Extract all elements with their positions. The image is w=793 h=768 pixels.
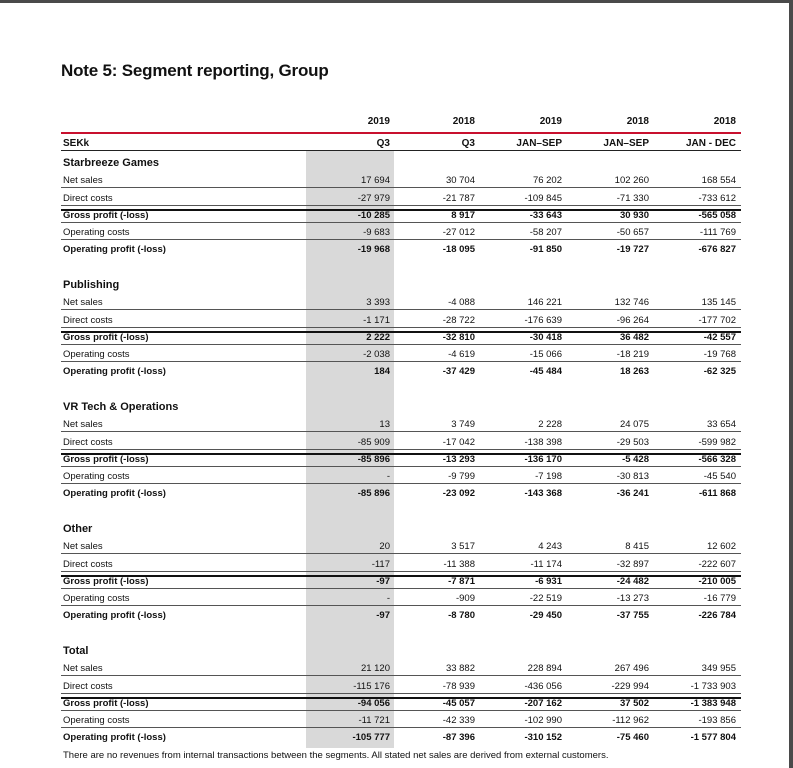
row-label: Operating profit (-loss)	[63, 732, 166, 743]
cell-value: -32 897	[616, 559, 649, 570]
cell-value: -33 643	[529, 210, 562, 221]
cell-value: -105 777	[352, 732, 390, 743]
cell-value: 33 654	[706, 419, 736, 430]
row-label: Direct costs	[63, 193, 113, 204]
header-year-3: 2019	[539, 116, 562, 127]
cell-value: 13	[379, 419, 390, 430]
table-row	[61, 314, 741, 328]
cell-value: 184	[374, 366, 390, 377]
row-label: Operating profit (-loss)	[63, 244, 166, 255]
row-label: Operating costs	[63, 715, 130, 726]
table-row	[61, 558, 741, 572]
cell-value: -27 979	[357, 193, 390, 204]
cell-value: -	[386, 593, 390, 604]
row-label: Gross profit (-loss)	[63, 332, 149, 343]
table-row	[61, 575, 741, 589]
row-divider	[61, 344, 741, 345]
cell-value: -29 450	[529, 610, 562, 621]
cell-value: -733 612	[698, 193, 736, 204]
cell-value: 18 263	[619, 366, 649, 377]
cell-value: -8 780	[448, 610, 475, 621]
cell-value: -37 755	[616, 610, 649, 621]
row-divider	[61, 693, 741, 694]
cell-value: 33 882	[445, 663, 475, 674]
cell-value: -138 398	[524, 437, 562, 448]
cell-value: 37 502	[619, 698, 649, 709]
cell-value: -30 813	[616, 471, 649, 482]
cell-value: -112 962	[612, 715, 649, 726]
cell-value: -6 931	[535, 576, 562, 587]
row-label: Net sales	[63, 175, 103, 186]
cell-value: -111 769	[699, 227, 736, 238]
row-divider	[61, 571, 741, 572]
cell-value: 12 602	[706, 541, 736, 552]
row-divider	[61, 361, 741, 362]
header-period-5: JAN - DEC	[685, 138, 736, 149]
cell-value: -27 012	[442, 227, 475, 238]
cell-value: -62 325	[703, 366, 736, 377]
table-row	[61, 680, 741, 694]
cell-value: -87 396	[442, 732, 475, 743]
row-label: Gross profit (-loss)	[63, 210, 149, 221]
cell-value: -50 657	[616, 227, 649, 238]
row-label: Operating costs	[63, 349, 130, 360]
row-divider	[61, 239, 741, 240]
cell-value: -11 174	[530, 559, 562, 570]
cell-value: 132 746	[614, 297, 649, 308]
cell-value: -2 038	[363, 349, 390, 360]
cell-value: -96 264	[616, 315, 649, 326]
cell-value: -24 482	[616, 576, 649, 587]
table-row	[61, 331, 741, 345]
cell-value: -23 092	[442, 488, 475, 499]
cell-value: -18 219	[616, 349, 649, 360]
cell-value: -18 095	[442, 244, 475, 255]
row-divider	[61, 605, 741, 606]
cell-value: -310 152	[524, 732, 562, 743]
cell-value: -599 982	[698, 437, 736, 448]
cell-value: -75 460	[616, 732, 649, 743]
table-row	[61, 418, 741, 432]
section-title: Publishing	[63, 279, 120, 291]
row-divider	[61, 710, 741, 711]
row-label: Direct costs	[63, 681, 113, 692]
cell-value: 8 917	[451, 210, 475, 221]
cell-value: -29 503	[616, 437, 649, 448]
table-row	[61, 453, 741, 467]
cell-value: 24 075	[619, 419, 649, 430]
page-border-right	[789, 0, 793, 768]
cell-value: -11 721	[358, 715, 390, 726]
cell-value: -222 607	[698, 559, 736, 570]
row-label: Operating profit (-loss)	[63, 488, 166, 499]
cell-value: -1 383 948	[690, 698, 736, 709]
cell-value: -32 810	[442, 332, 475, 343]
cell-value: 349 955	[701, 663, 736, 674]
table-row	[61, 209, 741, 223]
cell-value: 102 260	[614, 175, 649, 186]
row-divider	[61, 449, 741, 450]
cell-value: -676 827	[698, 244, 736, 255]
footnote: There are no revenues from internal transactions between the segments. All stated net sales are derived from external customers.	[63, 750, 609, 761]
cell-value: -91 850	[529, 244, 562, 255]
row-divider	[61, 483, 741, 484]
cell-value: -30 418	[529, 332, 562, 343]
cell-value: -45 057	[442, 698, 475, 709]
cell-value: -143 368	[524, 488, 562, 499]
row-divider	[61, 327, 741, 328]
cell-value: 30 704	[445, 175, 475, 186]
table-row	[61, 174, 741, 188]
row-label: Operating profit (-loss)	[63, 366, 166, 377]
row-divider	[61, 675, 741, 676]
cell-value: -4 619	[448, 349, 475, 360]
row-label: Net sales	[63, 419, 103, 430]
row-label: Direct costs	[63, 559, 113, 570]
cell-value: 2 228	[538, 419, 562, 430]
cell-value: -7 871	[448, 576, 475, 587]
row-label: Net sales	[63, 663, 103, 674]
cell-value: -78 939	[442, 681, 475, 692]
cell-value: -1 733 903	[690, 681, 736, 692]
cell-value: -229 994	[611, 681, 649, 692]
cell-value: -94 056	[357, 698, 390, 709]
header-year-5: 2018	[713, 116, 736, 127]
cell-value: -85 909	[357, 437, 390, 448]
row-label: Gross profit (-loss)	[63, 576, 149, 587]
page-title: Note 5: Segment reporting, Group	[61, 61, 329, 80]
header-period-2: Q3	[461, 138, 475, 149]
cell-value: -136 170	[524, 454, 562, 465]
table-row	[61, 243, 741, 257]
row-label: Direct costs	[63, 437, 113, 448]
table-row	[61, 714, 741, 728]
cell-value: -7 198	[535, 471, 562, 482]
cell-value: -21 787	[442, 193, 475, 204]
cell-value: 228 894	[527, 663, 562, 674]
table-row	[61, 487, 741, 501]
cell-value: -565 058	[698, 210, 736, 221]
cell-value: 8 415	[625, 541, 649, 552]
row-label: Operating costs	[63, 471, 130, 482]
cell-value: -71 330	[616, 193, 649, 204]
row-label: Net sales	[63, 541, 103, 552]
cell-value: 17 694	[360, 175, 390, 186]
cell-value: -42 557	[703, 332, 736, 343]
row-divider	[61, 553, 741, 554]
cell-value: -28 722	[442, 315, 475, 326]
cell-value: -16 779	[703, 593, 736, 604]
header-period-4: JAN–SEP	[603, 138, 649, 149]
cell-value: -117	[371, 559, 390, 570]
cell-value: 21 120	[360, 663, 390, 674]
cell-value: 2 222	[366, 332, 390, 343]
cell-value: -19 968	[357, 244, 390, 255]
cell-value: 76 202	[532, 175, 562, 186]
table-row	[61, 662, 741, 676]
cell-value: -909	[455, 593, 475, 604]
cell-value: 3 393	[366, 297, 390, 308]
row-divider	[61, 205, 741, 206]
cell-value: 267 496	[614, 663, 649, 674]
cell-value: -9 683	[363, 227, 390, 238]
cell-value: 20	[379, 541, 390, 552]
row-divider	[61, 588, 741, 589]
cell-value: -42 339	[442, 715, 475, 726]
row-label: Direct costs	[63, 315, 113, 326]
cell-value: -	[386, 471, 390, 482]
cell-value: -611 868	[699, 488, 736, 499]
cell-value: -11 388	[443, 559, 475, 570]
table-row	[61, 436, 741, 450]
cell-value: -97	[376, 610, 390, 621]
row-divider	[61, 727, 741, 728]
cell-value: -36 241	[616, 488, 649, 499]
cell-value: -566 328	[698, 454, 736, 465]
cell-value: -5 428	[622, 454, 649, 465]
cell-value: -13 293	[442, 454, 475, 465]
cell-value: -226 784	[698, 610, 736, 621]
cell-value: -102 990	[524, 715, 562, 726]
cell-value: -85 896	[357, 488, 390, 499]
cell-value: -1 171	[363, 315, 390, 326]
table-row	[61, 192, 741, 206]
cell-value: -58 207	[529, 227, 562, 238]
cell-value: 3 517	[451, 541, 475, 552]
table-row	[61, 697, 741, 711]
cell-value: 4 243	[538, 541, 562, 552]
cell-value: -10 285	[357, 210, 390, 221]
row-divider	[61, 466, 741, 467]
table-row	[61, 592, 741, 606]
cell-value: -193 856	[698, 715, 736, 726]
cell-value: -436 056	[524, 681, 562, 692]
row-divider	[61, 431, 741, 432]
row-divider	[61, 222, 741, 223]
section-title: Other	[63, 523, 93, 535]
cell-value: -17 042	[442, 437, 475, 448]
cell-value: 36 482	[619, 332, 649, 343]
header-rule	[61, 150, 741, 151]
cell-value: 146 221	[527, 297, 562, 308]
header-period-1: Q3	[376, 138, 390, 149]
cell-value: -22 519	[529, 593, 562, 604]
cell-value: -13 273	[616, 593, 649, 604]
row-label: Gross profit (-loss)	[63, 698, 149, 709]
header-red-rule	[61, 132, 741, 134]
cell-value: -115 176	[353, 681, 390, 692]
cell-value: -15 066	[529, 349, 562, 360]
cell-value: -109 845	[524, 193, 562, 204]
section-title: Starbreeze Games	[63, 157, 159, 169]
table-row	[61, 348, 741, 362]
cell-value: -45 540	[703, 471, 736, 482]
cell-value: -210 005	[698, 576, 736, 587]
table-row	[61, 226, 741, 240]
cell-value: -45 484	[529, 366, 562, 377]
row-divider	[61, 309, 741, 310]
cell-value: 3 749	[451, 419, 475, 430]
cell-value: -85 896	[357, 454, 390, 465]
cell-value: 168 554	[701, 175, 736, 186]
cell-value: -37 429	[442, 366, 475, 377]
table-row	[61, 609, 741, 623]
cell-value: -97	[376, 576, 390, 587]
cell-value: 30 930	[619, 210, 649, 221]
row-label: Operating costs	[63, 593, 130, 604]
section-title: VR Tech & Operations	[63, 401, 179, 413]
row-divider	[61, 187, 741, 188]
row-label: Operating profit (-loss)	[63, 610, 166, 621]
cell-value: 135 145	[701, 297, 736, 308]
table-row	[61, 540, 741, 554]
table-row	[61, 365, 741, 379]
cell-value: -9 799	[448, 471, 475, 482]
table-row	[61, 470, 741, 484]
unit-label: SEKk	[63, 138, 90, 149]
cell-value: -4 088	[448, 297, 475, 308]
row-label: Net sales	[63, 297, 103, 308]
cell-value: -19 768	[703, 349, 736, 360]
section-title: Total	[63, 645, 89, 657]
header-period-3: JAN–SEP	[516, 138, 562, 149]
cell-value: -176 639	[524, 315, 562, 326]
cell-value: -177 702	[698, 315, 736, 326]
header-year-4: 2018	[626, 116, 649, 127]
header-year-2: 2018	[452, 116, 475, 127]
table-row	[61, 296, 741, 310]
cell-value: -207 162	[524, 698, 562, 709]
page-border-top	[0, 0, 793, 3]
cell-value: -19 727	[616, 244, 649, 255]
row-label: Gross profit (-loss)	[63, 454, 149, 465]
table-row	[61, 731, 741, 745]
row-label: Operating costs	[63, 227, 130, 238]
header-year-1: 2019	[367, 116, 390, 127]
cell-value: -1 577 804	[690, 732, 736, 743]
